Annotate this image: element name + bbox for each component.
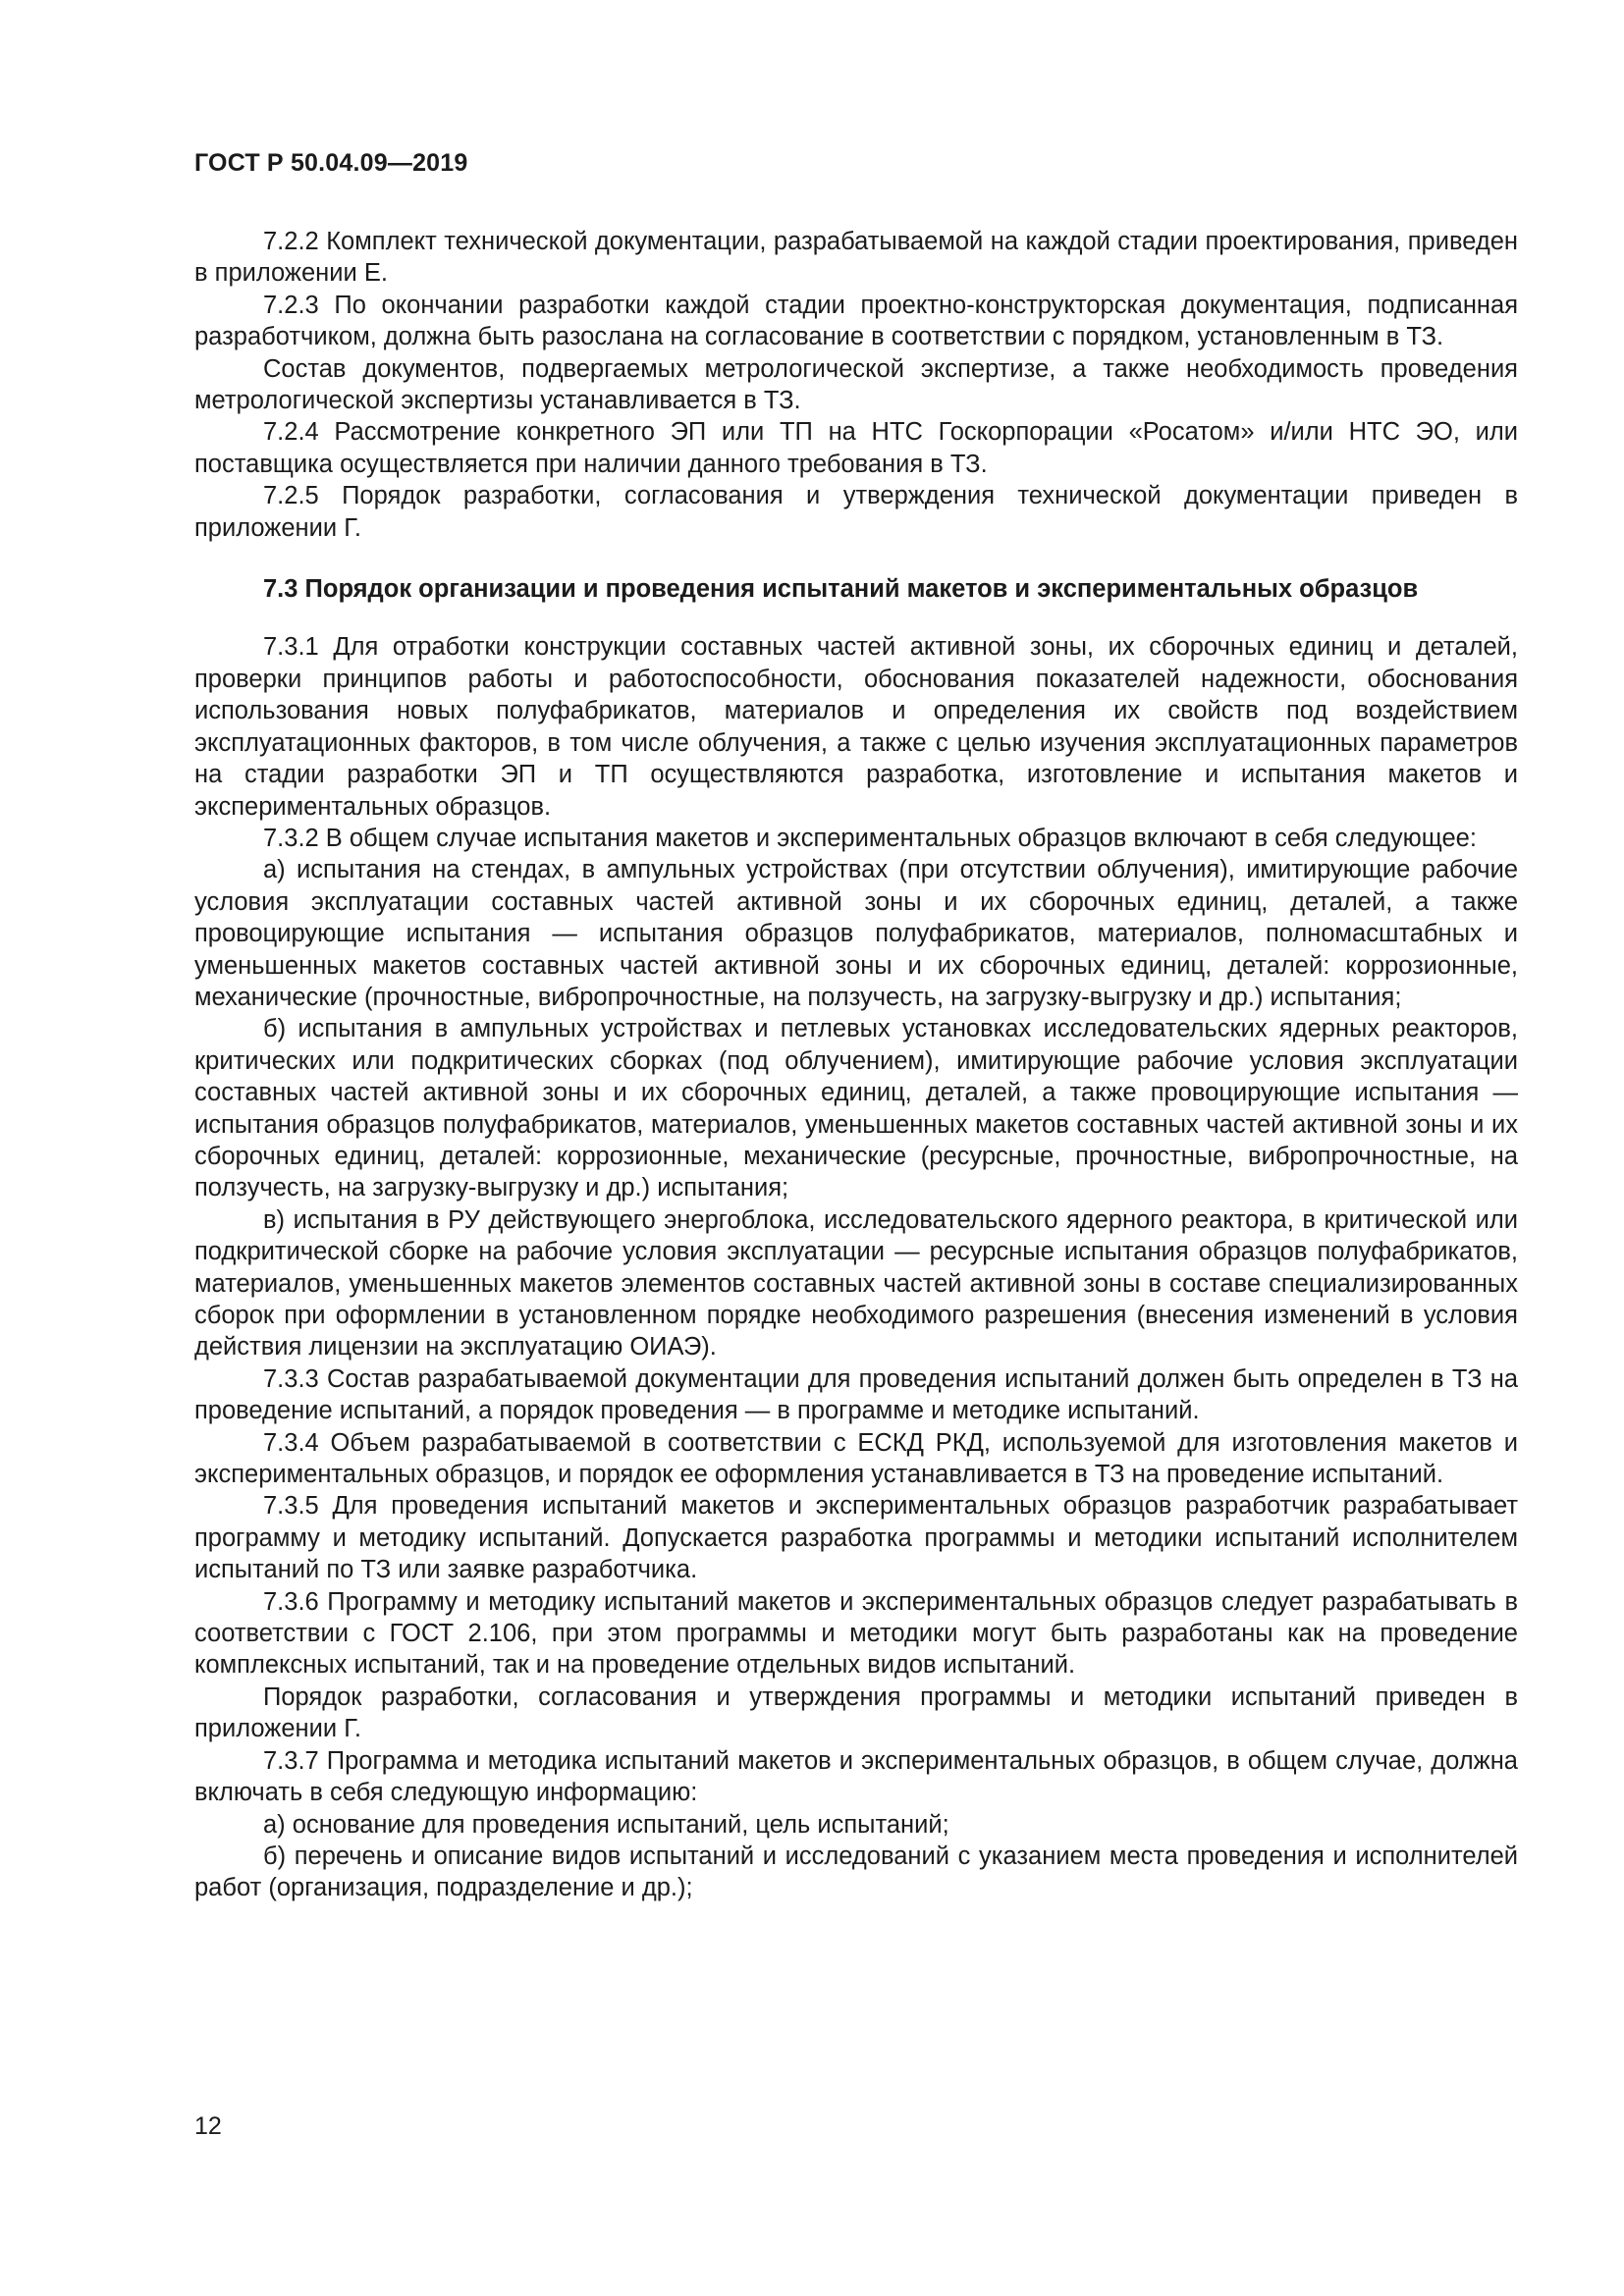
document-header: ГОСТ Р 50.04.09—2019	[194, 149, 468, 177]
paragraphs-before-section	[194, 226, 1518, 544]
paragraph: 7.3.3 Состав разрабатываемой документации для проведения испытаний должен быть определен в ТЗ на проведение испытаний, а порядок проведения — в программе и методике испытаний.	[194, 1364, 1518, 1425]
paragraph: 7.2.2 Комплект технической документации, разрабатываемой на каждой стадии проектирования, приведен в приложении Е.	[194, 228, 1518, 288]
paragraph: 7.3.1 Для отработки конструкции составных частей активной зоны, их сборочных единиц и деталей, проверки принципов работы и работоспособности, обоснования показателей надежности, обоснования использования новых полуфабрикатов, материалов и определения их свойств под воздействием эксплуатационных факторов, в том числе облучения, а также с целью изучения эксплуатационных параметров на стадии разработки ЭП и ТП осуществляются разработка, изготовление и испытания макетов и экспериментальных образцов.	[194, 633, 1518, 821]
paragraph: Состав документов, подвергаемых метрологической экспертизе, а также необходимость проведения метрологической экспертизы устанавливается в ТЗ.	[194, 354, 1518, 415]
paragraph: 7.2.3 По окончании разработки каждой стадии проектно-конструкторская документация, подписанная разработчиком, должна быть разослана на согласование в соответствии с порядком, установленным в ТЗ.	[194, 291, 1518, 351]
paragraph: 7.3.6 Программу и методику испытаний макетов и экспериментальных образцов следует разрабатывать в соответствии с ГОСТ 2.106, при этом программы и методики могут быть разработаны как на проведение комплексных испытаний, так и на проведение отдельных видов испытаний.	[194, 1587, 1518, 1680]
paragraph: Порядок разработки, согласования и утверждения программы и методики испытаний приведен в приложении Г.	[194, 1682, 1518, 1743]
list-item: а) основание для проведения испытаний, цель испытаний;	[263, 1810, 949, 1839]
paragraph: 7.2.5 Порядок разработки, согласования и утверждения технической документации приведен в приложении Г.	[194, 482, 1518, 542]
section-heading: 7.3 Порядок организации и проведения испытаний макетов и экспериментальных образцов	[263, 575, 1419, 604]
list-item: б) испытания в ампульных устройствах и петлевых установках исследовательских ядерных реакторов, критических или подкритических сборках (под облучением), имитирующие рабочие условия эксплуатации составных частей активной зоны и их сборочных единиц, деталей, а также провоцирующие испытания — испытания образцов полуфабрикатов, материалов, уменьшенных макетов составных частей активной зоны и их сборочных единиц, деталей: коррозионные, механические (ресурсные, прочностные, вибропрочностные, на ползучесть, на загрузку-выгрузку и др.) испытания;	[194, 1015, 1518, 1202]
paragraphs-after-section	[194, 631, 1518, 1903]
page-number: 12	[194, 2112, 222, 2140]
paragraph: 7.3.5 Для проведения испытаний макетов и экспериментальных образцов разработчик разрабатывает программу и методику испытаний. Допускается разработка программы и методики испытаний исполнителем испытаний по ТЗ или заявке разработчика.	[194, 1492, 1518, 1584]
list-item: б) перечень и описание видов испытаний и исследований с указанием места проведения и исполнителей работ (организация, подразделение и др.);	[194, 1842, 1518, 1902]
paragraph: 7.3.4 Объем разрабатываемой в соответствии с ЕСКД РКД, используемой для изготовления макетов и экспериментальных образцов, и порядок ее оформления устанавливается в ТЗ на проведение испытаний.	[194, 1428, 1518, 1489]
paragraph: 7.3.7 Программа и методика испытаний макетов и экспериментальных образцов, в общем случае, должна включать в себя следующую информацию:	[194, 1746, 1518, 1807]
paragraph: 7.2.4 Рассмотрение конкретного ЭП или ТП на НТС Госкорпорации «Росатом» и/или НТС ЭО, или поставщика осуществляется при наличии данного требования в ТЗ.	[194, 418, 1518, 478]
paragraph: 7.3.2 В общем случае испытания макетов и экспериментальных образцов включают в себя следующее:	[263, 824, 1477, 852]
list-item: а) испытания на стендах, в ампульных устройствах (при отсутствии облучения), имитирующие рабочие условия эксплуатации составных частей активной зоны и их сборочных единиц, деталей, а также провоцирующие испытания — испытания образцов полуфабрикатов, материалов, полномасштабных и уменьшенных макетов составных частей активной зоны и их сборочных единиц, деталей: коррозионные, механические (прочностные, вибропрочностные, на ползучесть, на загрузку-выгрузку и др.) испытания;	[194, 856, 1518, 1011]
list-item: в) испытания в РУ действующего энергоблока, исследовательского ядерного реактора, в критической или подкритической сборке на рабочие условия эксплуатации — ресурсные испытания образцов полуфабрикатов, материалов, уменьшенных макетов элементов составных частей активной зоны в составе специализированных сборок при оформлении в установленном порядке необходимого разрешения (внесения изменений в условия действия лицензии на эксплуатацию ОИАЭ).	[194, 1205, 1518, 1362]
document-page	[194, 147, 1518, 1904]
